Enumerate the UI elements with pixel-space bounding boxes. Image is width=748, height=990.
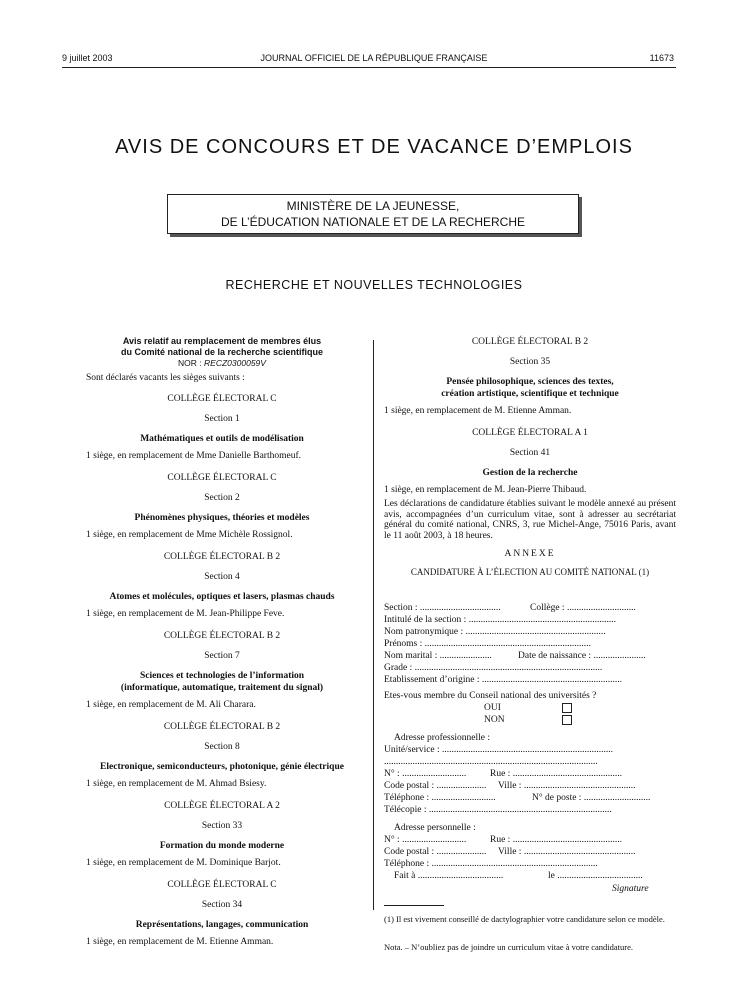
section-subject: Formation du monde moderne: [159, 841, 285, 851]
form-adresse-perso-label: Adresse personnelle :: [394, 823, 476, 833]
seat-vacancy: 1 siège, en remplacement de M. Etienne Amman.: [86, 937, 274, 947]
seat-vacancy: 1 siège, en remplacement de M. Ahmad Bsiesy.: [86, 779, 267, 789]
left-entry: [86, 800, 358, 869]
section-subject: Electronique, semiconducteurs, photonique, génie électrique: [100, 762, 344, 772]
form-perso-telephone-label: Téléphone :: [384, 859, 430, 869]
ministry-line1: MINISTÈRE DE LA JEUNESSE,: [286, 199, 460, 213]
candidature-title: CANDIDATURE À L’ÉLECTION AU COMITÉ NATIONAL (1): [410, 567, 650, 577]
form-prenoms-label: Prénoms :: [384, 639, 423, 649]
college-label: COLLÈGE ÉLECTORAL C: [167, 473, 277, 483]
header-date: 9 juillet 2003: [62, 53, 113, 63]
section-label: Section 41: [509, 448, 551, 458]
form-nom-patronymique-label: Nom patronymique :: [384, 627, 464, 637]
section-label: Section 1: [204, 414, 240, 424]
form-oui-label: OUI: [484, 703, 501, 713]
seat-vacancy: 1 siège, en remplacement de Mme Danielle Barthomeuf.: [86, 451, 301, 461]
left-column: [86, 336, 358, 948]
nota: [384, 942, 676, 953]
section-label: Section 2: [204, 493, 240, 503]
college-label: COLLÈGE ÉLECTORAL C: [167, 394, 277, 404]
right-entry: [384, 336, 676, 417]
section-subject: création artistique, scientifique et technique: [441, 389, 619, 399]
avis-title-1: Avis relatif au remplacement de membres élus: [122, 336, 322, 346]
section-subject: Pensée philosophique, sciences des textes,: [446, 377, 614, 387]
section-subject: Mathématiques et outils de modélisation: [140, 434, 304, 444]
form-adresse-pro-label: Adresse professionnelle :: [394, 733, 491, 743]
college-label: COLLÈGE ÉLECTORAL B 2: [163, 631, 281, 641]
right-entry: [384, 427, 676, 496]
left-entry: [86, 630, 358, 711]
form-section-label: Section :: [384, 603, 418, 613]
left-entry: [86, 551, 358, 620]
form-rue-label: Rue :: [490, 769, 511, 779]
section-label: Section 34: [201, 900, 243, 910]
form-intitule-label: Intitulé de la section :: [384, 615, 467, 625]
college-label: COLLÈGE ÉLECTORAL C: [167, 880, 277, 890]
form-perso-rue-label: Rue :: [490, 835, 511, 845]
section-label: Section 7: [204, 651, 240, 661]
college-label: COLLÈGE ÉLECTORAL B 2: [163, 552, 281, 562]
right-column: [384, 336, 676, 578]
form-fait-label: Fait à: [394, 871, 416, 881]
seat-vacancy: 1 siège, en remplacement de Mme Michèle Rossignol.: [86, 530, 293, 540]
college-label: COLLÈGE ÉLECTORAL A 1: [472, 428, 588, 438]
left-entry: [86, 721, 358, 790]
nota-text: Nota. – N’oubliez pas de joindre un curriculum vitae à votre candidature.: [384, 942, 634, 952]
avis-title-2: du Comité national de la recherche scientifique: [120, 347, 324, 357]
section-subject: Représentations, langages, communication: [135, 920, 309, 930]
section-subject: Sciences et technologies de l’information: [139, 671, 305, 681]
seat-vacancy: 1 siège, en remplacement de M. Jean-Philippe Feve.: [86, 609, 285, 619]
seat-vacancy: 1 siège, en remplacement de M. Jean-Pierre Thibaud.: [384, 485, 587, 495]
form-ville-label: Ville :: [498, 781, 522, 791]
form-no-label: N° :: [384, 769, 400, 779]
header-rule: [62, 67, 676, 68]
oui-checkbox[interactable]: [562, 703, 572, 713]
section-subject: Atomes et molécules, optiques et lasers, plasmas chauds: [109, 592, 335, 602]
declarations: Les déclarations de candidature établies suivant le modèle annexé au présent avis, accompagnées d’un curriculum vitae, sont à adresser au secrétariat général du comité national, CNRS, 3, rue Michel-Ange, 75016 Paris, avant le 11 août 2003, à 18 heures.: [384, 499, 676, 541]
form-no-poste-label: N° de poste :: [532, 793, 582, 803]
form-telephone-label: Téléphone :: [384, 793, 430, 803]
section-subject: (informatique, automatique, traitement du signal): [120, 683, 324, 693]
form-grade-label: Grade :: [384, 663, 413, 673]
form-perso-code-postal-label: Code postal :: [384, 847, 435, 857]
section-label: Section 35: [509, 357, 551, 367]
seat-vacancy: 1 siège, en remplacement de M. Ali Charara.: [86, 700, 256, 710]
form-perso-ville-label: Ville :: [498, 847, 522, 857]
form-telecopie-label: Télécopie :: [384, 805, 427, 815]
form-nom-marital-label: Nom marital :: [384, 651, 438, 661]
form-etablissement-label: Etablissement d’origine :: [384, 675, 480, 685]
form-le-label: le: [548, 871, 555, 881]
nor-label: NOR :: [178, 358, 202, 368]
seat-vacancy: 1 siège, en remplacement de M. Dominique Barjot.: [86, 858, 281, 868]
section-subtitle: RECHERCHE ET NOUVELLES TECHNOLOGIES: [225, 278, 523, 292]
form-cnu-question: Etes-vous membre du Conseil national des universités ?: [384, 691, 597, 701]
college-label: COLLÈGE ÉLECTORAL B 2: [163, 722, 281, 732]
section-subject: Phénomènes physiques, théories et modèles: [134, 513, 310, 523]
form-code-postal-label: Code postal :: [384, 781, 435, 791]
left-entry: [86, 393, 358, 462]
form-unite-label: Unité/service :: [384, 745, 440, 755]
college-label: COLLÈGE ÉLECTORAL B 2: [471, 337, 589, 347]
non-checkbox[interactable]: [562, 715, 572, 725]
nor-code: RECZ0300059V: [204, 358, 266, 368]
section-subject: Gestion de la recherche: [482, 468, 578, 478]
annexe-title: ANNEXE: [504, 549, 556, 559]
form-signature-label: Signature: [612, 884, 649, 894]
left-entry: [86, 879, 358, 948]
footnote-rule: [384, 905, 444, 906]
form-college-label: Collège :: [530, 603, 565, 613]
header-journal: JOURNAL OFFICIEL DE LA RÉPUBLIQUE FRANÇAISE: [260, 53, 488, 63]
page-title: AVIS DE CONCOURS ET DE VACANCE D’EMPLOIS: [115, 136, 633, 158]
section-label: Section 8: [204, 742, 240, 752]
ministry-line2: DE L’ÉDUCATION NATIONALE ET DE LA RECHERCHE: [220, 215, 526, 229]
seat-vacancy: 1 siège, en remplacement de M. Etienne Amman.: [384, 406, 572, 416]
form-perso-no-label: N° :: [384, 835, 400, 845]
header-page: 11673: [649, 53, 674, 63]
form-date-naissance-label: Date de naissance :: [518, 651, 592, 661]
footnote: (1) Il est vivement conseillé de dactylographier votre candidature selon ce modèle.: [384, 914, 665, 924]
college-label: COLLÈGE ÉLECTORAL A 2: [164, 801, 280, 811]
column-divider: [373, 340, 374, 910]
ministry-box: [167, 194, 579, 234]
left-entry: [86, 472, 358, 541]
avis-intro: Sont déclarés vacants les sièges suivants :: [86, 373, 245, 383]
section-label: Section 4: [204, 572, 240, 582]
section-label: Section 33: [201, 821, 243, 831]
form-non-label: NON: [484, 715, 505, 725]
